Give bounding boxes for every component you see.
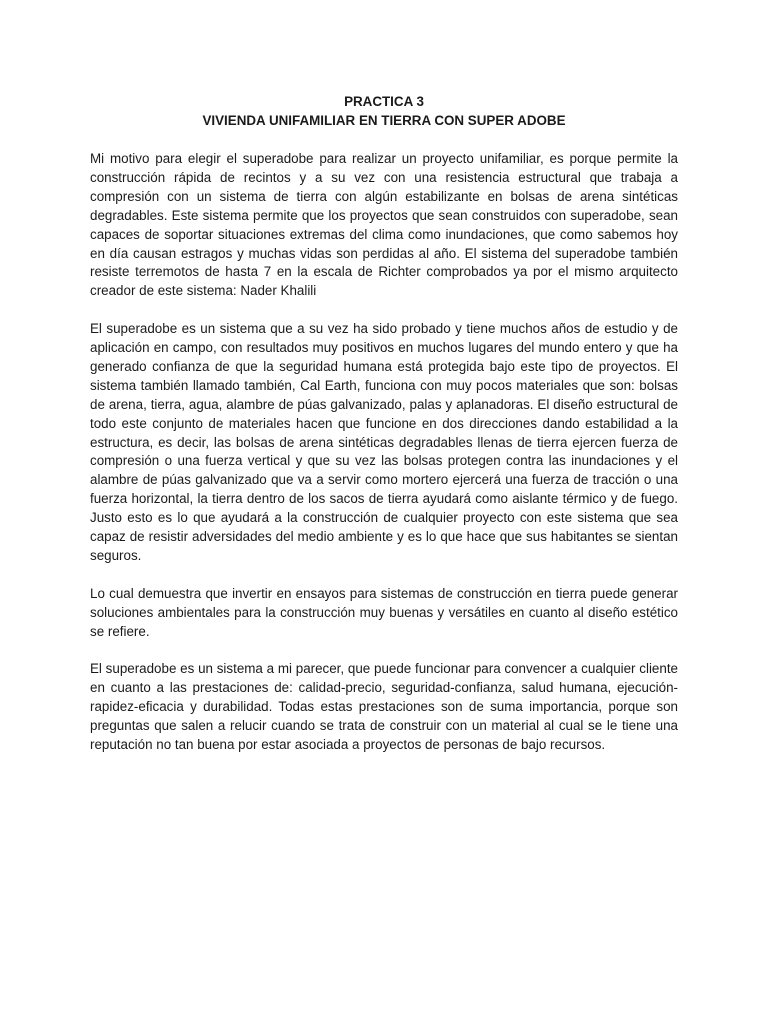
paragraph: Mi motivo para elegir el superadobe para realizar un proyecto unifamiliar, es porque permite la construcción rápida de recintos y a su vez con una resistencia estructural que trabaja a compresión con un sistema de tierra con algún estabilizante en bolsas de arena sintéticas degradables. Este sistema permite que los proyectos que sean construidos con superadobe, sean capaces de soportar situaciones extremas del clima como inundaciones, que como sabemos hoy en día causan estragos y muchas vidas son perdidas al año. El sistema del superadobe también resiste terremotos de hasta 7 en la escala de Richter comprobados ya por el mismo arquitecto creador de este sistema: Nader Khalili <box>90 151 678 299</box>
document-subtitle: VIVIENDA UNIFAMILIAR EN TIERRA CON SUPER ADOBE <box>202 113 566 128</box>
document-page <box>90 92 678 774</box>
paragraph: El superadobe es un sistema que a su vez ha sido probado y tiene muchos años de estudio y de aplicación en campo, con resultados muy positivos en muchos lugares del mundo entero y que ha generado confianza de que la seguridad humana está protegida bajo este tipo de proyectos. El sistema también llamado también, Cal Earth, funciona con muy pocos materiales que son: bolsas de arena, tierra, agua, alambre de púas galvanizado, palas y aplanadoras. El diseño estructural de todo este conjunto de materiales hacen que funcione en dos direcciones dando estabilidad a la estructura, es decir, las bolsas de arena sintéticas degradables llenas de tierra ejercen fuerza de compresión o una fuerza vertical y que su vez las bolsas protegen contra las inundaciones y el alambre de púas galvanizado que va a servir como mortero ejercerá una fuerza de tracción o una fuerza horizontal, la tierra dentro de los sacos de tierra ayudará como aislante térmico y de fuego. Justo esto es lo que ayudará a la construcción de cualquier proyecto con este sistema que sea capaz de resistir adversidades del medio ambiente y es lo que hace que sus habitantes se sientan seguros. <box>90 321 678 564</box>
paragraph: El superadobe es un sistema a mi parecer, que puede funcionar para convencer a cualquier cliente en cuanto a las prestaciones de: calidad-precio, seguridad-confianza, salud humana, ejecución-rapidez-eficacia y durabilidad. Todas estas prestaciones son de suma importancia, porque son preguntas que salen a relucir cuando se trata de construir con un material al cual se le tiene una reputación no tan buena por estar asociada a proyectos de personas de bajo recursos. <box>90 661 678 753</box>
document-title: PRACTICA 3 <box>344 94 424 109</box>
paragraph: Lo cual demuestra que invertir en ensayos para sistemas de construcción en tierra puede generar soluciones ambientales para la construcción muy buenas y versátiles en cuanto al diseño estético se refiere. <box>90 585 678 639</box>
